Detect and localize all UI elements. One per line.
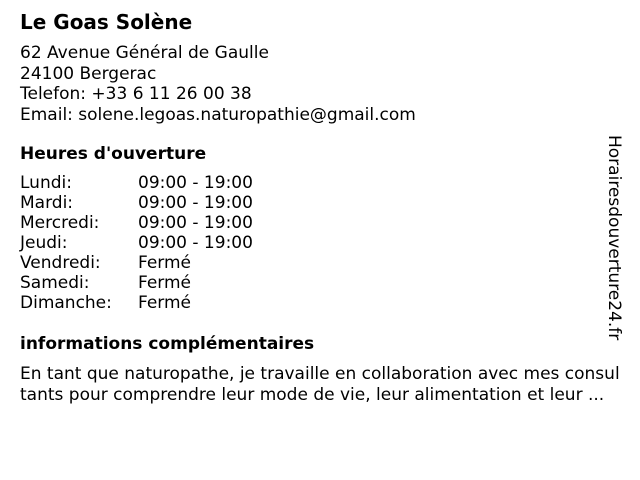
- address-city: 24100 Bergerac: [20, 63, 157, 84]
- day-time: 09:00 - 19:00: [138, 213, 253, 233]
- description-line: En tant que naturopathe, je travaille en collaboration avec mes consul: [20, 364, 620, 384]
- description-line: tants pour comprendre leur mode de vie, leur alimentation et leur ...: [20, 384, 605, 405]
- day-label: Lundi:: [20, 173, 72, 193]
- contact-block: [20, 43, 416, 125]
- day-time: Fermé: [138, 293, 192, 313]
- opening-hours-heading: Heures d'ouverture: [20, 144, 207, 164]
- hours-row-sunday: [20, 293, 253, 313]
- day-time: 09:00 - 19:00: [138, 173, 253, 193]
- hours-row-monday: [20, 173, 253, 193]
- address-street: 62 Avenue Général de Gaulle: [20, 43, 269, 63]
- opening-hours-list: [20, 173, 253, 313]
- hours-row-wednesday: [20, 213, 253, 233]
- day-label: Mardi:: [20, 193, 74, 213]
- business-name: Le Goas Solène: [20, 10, 193, 34]
- day-time: 09:00 - 19:00: [138, 193, 253, 213]
- day-label: Samedi:: [20, 273, 90, 293]
- email-line: Email: solene.legoas.naturopathie@gmail.com: [20, 104, 416, 125]
- additional-info-text: [20, 364, 632, 405]
- day-label: Vendredi:: [20, 253, 101, 273]
- hours-row-thursday: [20, 233, 253, 253]
- day-label: Mercredi:: [20, 213, 100, 233]
- phone-line: Telefon: +33 6 11 26 00 38: [20, 84, 252, 104]
- hours-row-tuesday: [20, 193, 253, 213]
- day-label: Dimanche:: [20, 293, 112, 313]
- site-watermark: Horairesdouverture24.fr: [604, 135, 624, 341]
- day-time: Fermé: [138, 273, 192, 293]
- day-label: Jeudi:: [20, 233, 68, 253]
- additional-info-heading: informations complémentaires: [20, 334, 315, 354]
- hours-row-saturday: [20, 273, 253, 293]
- day-time: 09:00 - 19:00: [138, 233, 253, 253]
- day-time: Fermé: [138, 253, 192, 273]
- hours-row-friday: [20, 253, 253, 273]
